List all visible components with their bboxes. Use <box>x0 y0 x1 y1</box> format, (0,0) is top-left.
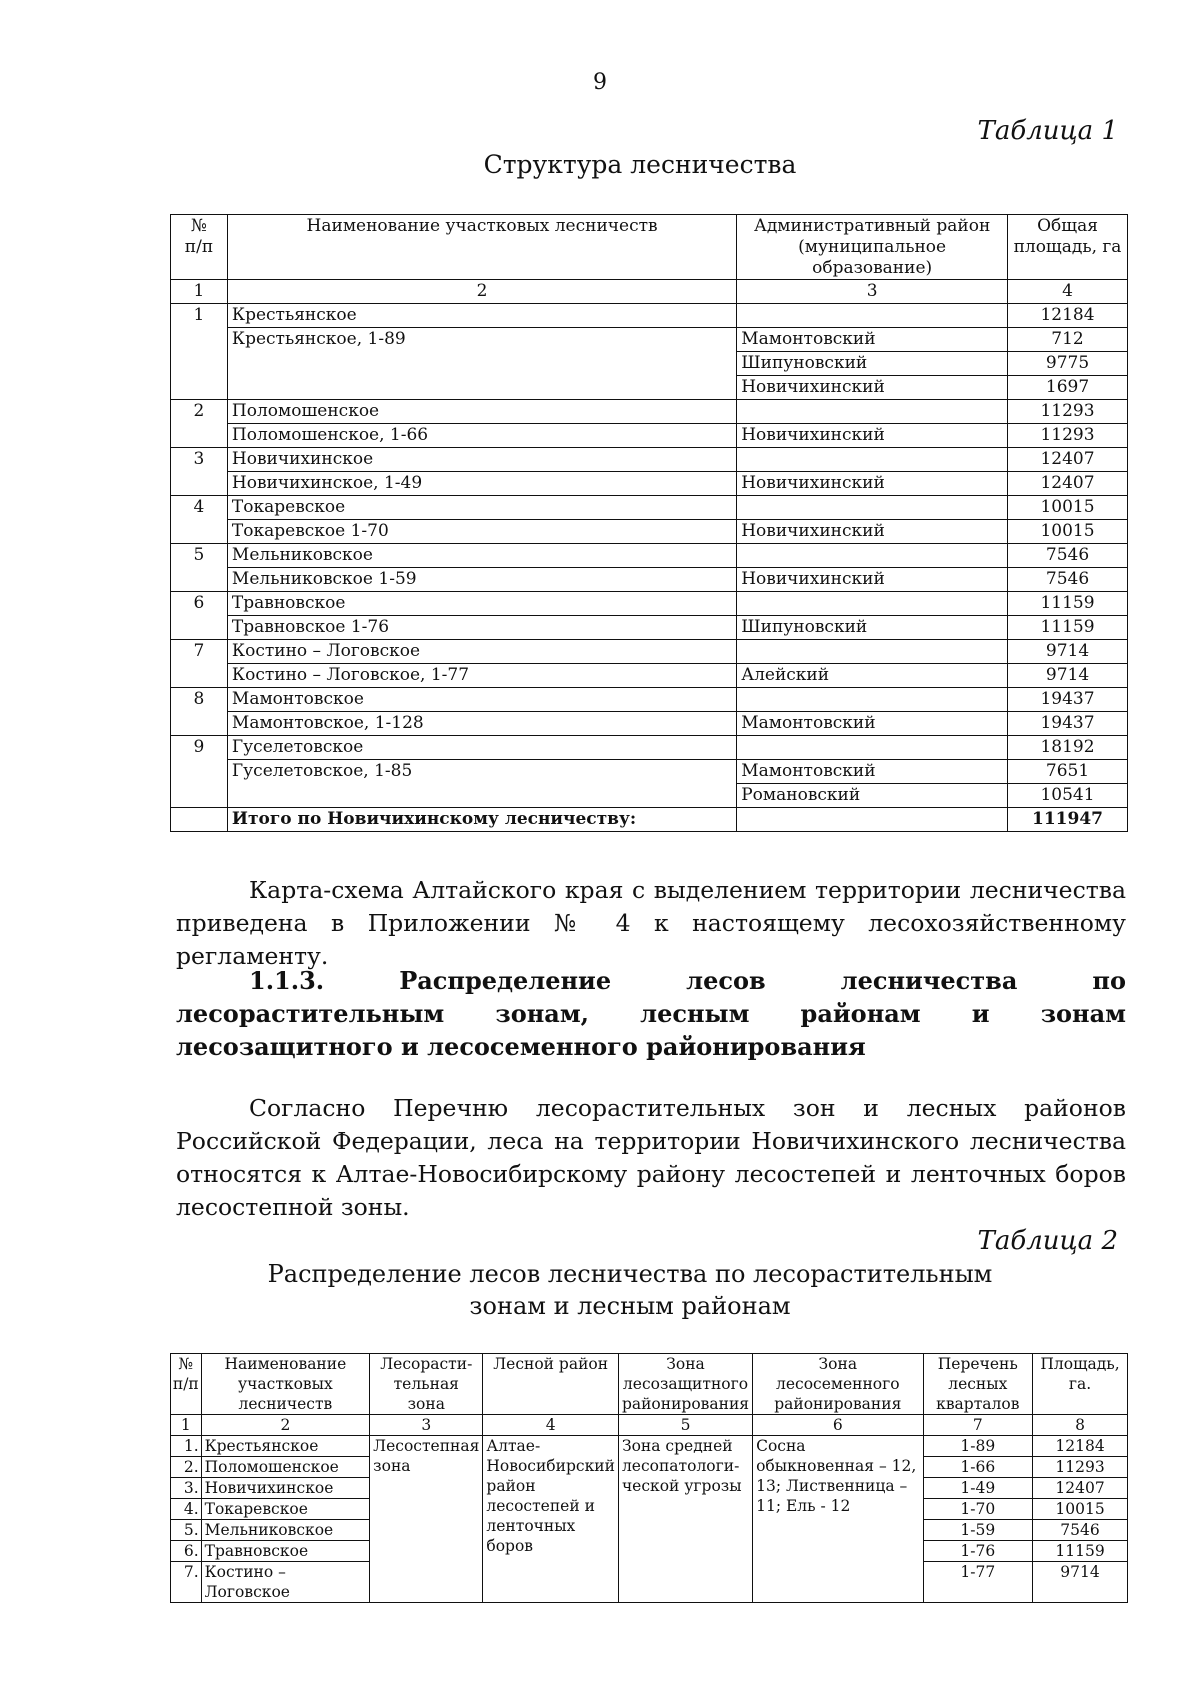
forestry-name: Крестьянское <box>201 1436 370 1457</box>
row-number: 2. <box>171 1457 202 1478</box>
table1-caption: Таблица 1 <box>977 116 1118 146</box>
area: 7546 <box>1008 568 1128 592</box>
forestry-name: Новичихинское <box>201 1478 370 1499</box>
t2-header-protect: Зона лесозащитного районирования <box>618 1354 752 1415</box>
colnum: 4 <box>1008 280 1128 304</box>
paragraph-map: Карта-схема Алтайского края с выделением территории лесничества приведена в Приложении № 4 к настоящему лесохозяйственному регламенту. <box>176 876 1126 970</box>
t2-header-no: № п/п <box>171 1354 202 1415</box>
quarters: 1-89 <box>923 1436 1033 1457</box>
table1-row <box>171 568 1128 592</box>
t2-header-area: Площадь, га. <box>1033 1354 1128 1415</box>
area: 9775 <box>1008 352 1128 376</box>
colnum: 4 <box>483 1415 619 1436</box>
area: 11159 <box>1033 1541 1128 1562</box>
colnum: 3 <box>737 280 1008 304</box>
table1-row <box>171 304 1128 328</box>
protect-zone-value: Зона средней лесопатологи-ческой угрозы <box>618 1436 752 1603</box>
district: Шипуновский <box>737 616 1008 640</box>
total-district-cell <box>737 808 1008 832</box>
row-number: 2 <box>171 400 228 448</box>
forest-zones-table <box>170 1353 1128 1603</box>
row-number: 1. <box>171 1436 202 1457</box>
header-area: Общая площадь, га <box>1008 215 1128 280</box>
table1-row <box>171 424 1128 448</box>
colnum: 2 <box>201 1415 370 1436</box>
colnum: 8 <box>1033 1415 1128 1436</box>
table1-row <box>171 496 1128 520</box>
row-number: 4. <box>171 1499 202 1520</box>
district: Мамонтовский <box>737 760 1008 784</box>
forestry-structure-table <box>170 214 1128 832</box>
area: 11293 <box>1008 400 1128 424</box>
area: 11293 <box>1008 424 1128 448</box>
forestry-name: Поломошенское, 1-66 <box>227 424 736 448</box>
colnum: 3 <box>370 1415 483 1436</box>
area: 19437 <box>1008 712 1128 736</box>
area: 10015 <box>1033 1499 1128 1520</box>
area: 7651 <box>1008 760 1128 784</box>
district <box>737 448 1008 472</box>
section-heading: 1.1.3. Распределение лесов лесничества по лесорастительным зонам, лесным районам и зонам лесозащитного и лесосеменного районирования <box>176 966 1126 1061</box>
colnum: 1 <box>171 1415 202 1436</box>
row-number: 3. <box>171 1478 202 1499</box>
forestry-name: Гуселетовское <box>227 736 736 760</box>
quarters: 1-76 <box>923 1541 1033 1562</box>
area: 10541 <box>1008 784 1128 808</box>
t2-header-seed: Зона лесосеменного районирования <box>753 1354 923 1415</box>
region-value: Алтае-Новосибирский район лесостепей и ленточных боров <box>483 1436 619 1603</box>
table1-row <box>171 400 1128 424</box>
t2-header-zone: Лесорасти-тельная зона <box>370 1354 483 1415</box>
district: Мамонтовский <box>737 328 1008 352</box>
row-number: 3 <box>171 448 228 496</box>
forestry-name: Новичихинское, 1-49 <box>227 472 736 496</box>
table1-row <box>171 328 1128 352</box>
district <box>737 592 1008 616</box>
t2-header-quarters: Перечень лесных кварталов <box>923 1354 1033 1415</box>
quarters: 1-59 <box>923 1520 1033 1541</box>
area: 1697 <box>1008 376 1128 400</box>
table1-total-row <box>171 808 1128 832</box>
table1-row <box>171 712 1128 736</box>
area: 7546 <box>1008 544 1128 568</box>
table1-row <box>171 760 1128 784</box>
forestry-name: Травновское <box>201 1541 370 1562</box>
forestry-name: Мельниковское <box>201 1520 370 1541</box>
forestry-name: Костино – Логовское <box>201 1562 370 1603</box>
colnum: 1 <box>171 280 228 304</box>
total-area: 111947 <box>1008 808 1128 832</box>
row-number: 7 <box>171 640 228 688</box>
district: Новичихинский <box>737 472 1008 496</box>
district: Новичихинский <box>737 376 1008 400</box>
row-number: 5 <box>171 544 228 592</box>
district <box>737 736 1008 760</box>
row-number: 4 <box>171 496 228 544</box>
table1-row <box>171 736 1128 760</box>
colnum: 7 <box>923 1415 1033 1436</box>
area: 10015 <box>1008 520 1128 544</box>
forestry-name: Токаревское <box>201 1499 370 1520</box>
seed-zone-value: Сосна обыкновенная – 12, 13; Лиственница – 11; Ель - 12 <box>753 1436 923 1603</box>
forestry-name: Костино – Логовское <box>227 640 736 664</box>
table1-row <box>171 592 1128 616</box>
zone-value: Лесостепная зона <box>370 1436 483 1603</box>
row-number: 7. <box>171 1562 202 1603</box>
area: 12184 <box>1008 304 1128 328</box>
quarters: 1-77 <box>923 1562 1033 1603</box>
forestry-name: Костино – Логовское, 1-77 <box>227 664 736 688</box>
district <box>737 688 1008 712</box>
area: 12407 <box>1008 448 1128 472</box>
paragraph-zones: Согласно Перечню лесорастительных зон и лесных районов Российской Федерации, леса на территории Новичихинского лесничества относятся к Алтае-Новосибирскому району лесостепей и ленточных боров лесостепной зоны. <box>176 1094 1126 1221</box>
area: 9714 <box>1008 664 1128 688</box>
district <box>737 400 1008 424</box>
table1-title: Структура лесничества <box>483 150 797 179</box>
row-number: 8 <box>171 688 228 736</box>
table1-row <box>171 544 1128 568</box>
table1-row <box>171 616 1128 640</box>
area: 18192 <box>1008 736 1128 760</box>
area: 9714 <box>1008 640 1128 664</box>
t2-header-region: Лесной район <box>483 1354 619 1415</box>
row-number: 9 <box>171 736 228 808</box>
table1-colnum-row <box>171 280 1128 304</box>
forestry-name: Токаревское <box>227 496 736 520</box>
forestry-name: Крестьянское <box>227 304 736 328</box>
table1-row <box>171 640 1128 664</box>
table2-row <box>171 1436 1128 1457</box>
district <box>737 496 1008 520</box>
area: 10015 <box>1008 496 1128 520</box>
area: 9714 <box>1033 1562 1128 1603</box>
district: Новичихинский <box>737 424 1008 448</box>
table1-row <box>171 664 1128 688</box>
table1-header-row <box>171 215 1128 280</box>
district <box>737 544 1008 568</box>
table2-title-line2: зонам и лесным районам <box>469 1292 791 1320</box>
forestry-name: Новичихинское <box>227 448 736 472</box>
forestry-name: Травновское 1-76 <box>227 616 736 640</box>
forestry-name: Травновское <box>227 592 736 616</box>
area: 712 <box>1008 328 1128 352</box>
area: 12184 <box>1033 1436 1128 1457</box>
forestry-name: Поломошенское <box>227 400 736 424</box>
header-name: Наименование участковых лесничеств <box>227 215 736 280</box>
row-number: 5. <box>171 1520 202 1541</box>
forestry-name: Мельниковское 1-59 <box>227 568 736 592</box>
table2-colnum-row <box>171 1415 1128 1436</box>
table1-row <box>171 688 1128 712</box>
district: Новичихинский <box>737 520 1008 544</box>
area: 11293 <box>1033 1457 1128 1478</box>
forestry-name: Гуселетовское, 1-85 <box>227 760 736 808</box>
header-district: Административный район (муниципальное образование) <box>737 215 1008 280</box>
area: 7546 <box>1033 1520 1128 1541</box>
forestry-name: Крестьянское, 1-89 <box>227 328 736 400</box>
district <box>737 304 1008 328</box>
quarters: 1-66 <box>923 1457 1033 1478</box>
table1-row <box>171 448 1128 472</box>
t2-header-name: Наименование участковых лесничеств <box>201 1354 370 1415</box>
district: Новичихинский <box>737 568 1008 592</box>
area: 12407 <box>1008 472 1128 496</box>
area: 19437 <box>1008 688 1128 712</box>
header-no: № п/п <box>171 215 228 280</box>
colnum: 5 <box>618 1415 752 1436</box>
quarters: 1-49 <box>923 1478 1033 1499</box>
forestry-name: Мельниковское <box>227 544 736 568</box>
table2-title-line1: Распределение лесов лесничества по лесорастительным <box>267 1260 993 1288</box>
row-number: 1 <box>171 304 228 400</box>
area: 11159 <box>1008 592 1128 616</box>
table2-caption: Таблица 2 <box>977 1226 1118 1256</box>
page-number: 9 <box>593 70 607 95</box>
table1-row <box>171 520 1128 544</box>
forestry-name: Мамонтовское <box>227 688 736 712</box>
quarters: 1-70 <box>923 1499 1033 1520</box>
area: 11159 <box>1008 616 1128 640</box>
table2-header-row <box>171 1354 1128 1415</box>
forestry-name: Мамонтовское, 1-128 <box>227 712 736 736</box>
district: Шипуновский <box>737 352 1008 376</box>
forestry-name: Токаревское 1-70 <box>227 520 736 544</box>
total-no-cell <box>171 808 228 832</box>
forestry-name: Поломошенское <box>201 1457 370 1478</box>
district: Алейский <box>737 664 1008 688</box>
row-number: 6. <box>171 1541 202 1562</box>
table1-row <box>171 472 1128 496</box>
district <box>737 640 1008 664</box>
row-number: 6 <box>171 592 228 640</box>
area: 12407 <box>1033 1478 1128 1499</box>
district: Мамонтовский <box>737 712 1008 736</box>
colnum: 2 <box>227 280 736 304</box>
total-label: Итого по Новичихинскому лесничеству: <box>227 808 736 832</box>
district: Романовский <box>737 784 1008 808</box>
colnum: 6 <box>753 1415 923 1436</box>
